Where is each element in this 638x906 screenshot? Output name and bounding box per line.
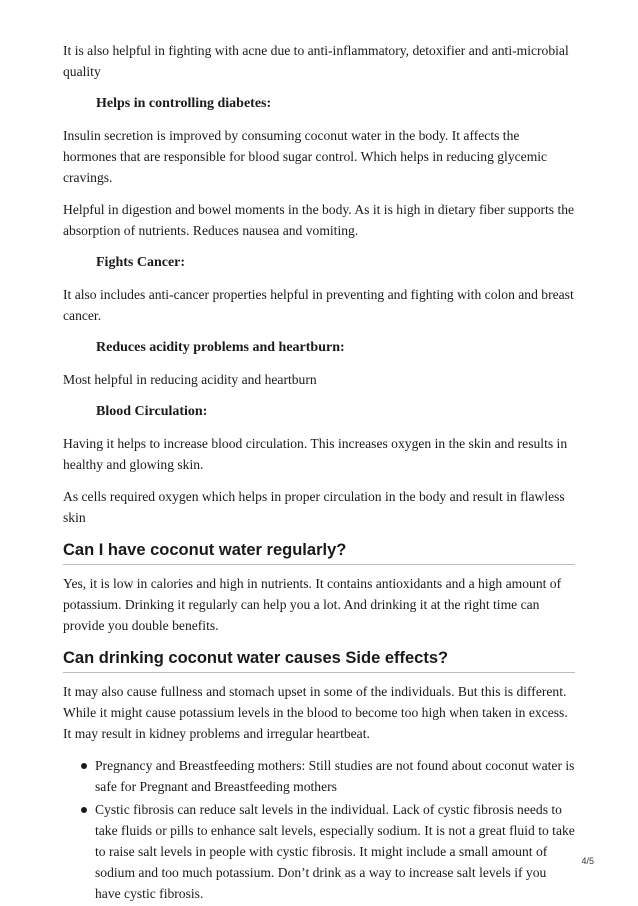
- list-item: [95, 755, 575, 797]
- paragraph-acne: It is also helpful in fighting with acne due to anti-inflammatory, detoxifier and anti-microbial quality: [63, 43, 569, 79]
- paragraph-oxygen: As cells required oxygen which helps in proper circulation in the body and result in flawless skin: [63, 489, 565, 525]
- paragraph-cancer: It also includes anti-cancer properties helpful in preventing and fighting with colon and breast cancer.: [63, 287, 574, 323]
- side-effects-list: [63, 755, 575, 904]
- list-item-text: Cystic fibrosis can reduce salt levels in the individual. Lack of cystic fibrosis needs to take fluids or pills to enhance salt levels, especially sodium. It is not a great fluid to take to raise salt levels in people with cystic fibrosis. It might include a small amount of sodium and too much potassium. Don’t drink as a way to increase salt levels if you have cystic fibrosis.: [95, 802, 575, 901]
- subheading-acidity: Reduces acidity problems and heartburn:: [96, 340, 345, 355]
- paragraph-acidity: Most helpful in reducing acidity and heartburn: [63, 372, 317, 387]
- bullet-icon: [81, 763, 87, 769]
- section-heading-regularly: Can I have coconut water regularly?: [63, 539, 575, 565]
- subheading-blood-circulation: Blood Circulation:: [96, 404, 208, 419]
- list-item: [95, 799, 575, 904]
- list-item-text: Pregnancy and Breastfeeding mothers: Still studies are not found about coconut water is safe for Pregnant and Breastfeeding mothers: [95, 758, 575, 794]
- bullet-icon: [81, 807, 87, 813]
- paragraph-blood-circulation: Having it helps to increase blood circulation. This increases oxygen in the skin and results in healthy and glowing skin.: [63, 436, 568, 472]
- paragraph-regularly: Yes, it is low in calories and high in nutrients. It contains antioxidants and a high amount of potassium. Drinking it regularly can help you a lot. And drinking it at the right time can provide you double benefits.: [63, 576, 562, 633]
- page-number: 4/5: [581, 856, 594, 866]
- paragraph-digestion: Helpful in digestion and bowel moments in the body. As it is high in dietary fiber supports the absorption of nutrients. Reduces nausea and vomiting.: [63, 202, 575, 238]
- page-content: [63, 40, 575, 906]
- subheading-diabetes: Helps in controlling diabetes:: [96, 96, 272, 111]
- paragraph-insulin: Insulin secretion is improved by consuming coconut water in the body. It affects the hormones that are responsible for blood sugar control. Which helps in reducing glycemic cravings.: [63, 128, 548, 185]
- paragraph-side-effects: It may also cause fullness and stomach upset in some of the individuals. But this is different. While it might cause potassium levels in the blood to become too high when taken in excess. It may result in kidney problems and irregular heartbeat.: [63, 684, 568, 741]
- subheading-cancer: Fights Cancer:: [96, 255, 186, 270]
- section-heading-side-effects: Can drinking coconut water causes Side effects?: [63, 647, 575, 673]
